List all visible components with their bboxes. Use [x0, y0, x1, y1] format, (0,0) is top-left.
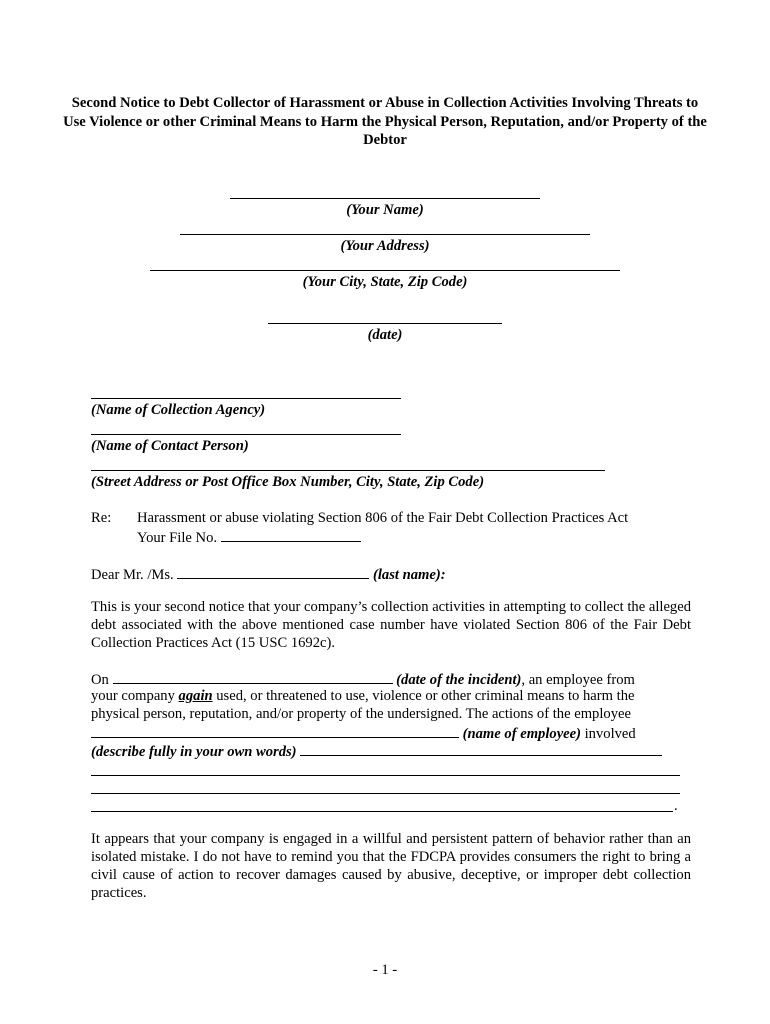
page-number: - 1 -: [372, 962, 398, 978]
incident-line-2-a: your company: [91, 688, 179, 704]
re-label: Re:: [91, 510, 112, 526]
date-label: (date): [367, 327, 403, 343]
describe-field-4[interactable]: [91, 811, 673, 812]
collection-agency-line[interactable]: [91, 398, 401, 399]
employee-name-field[interactable]: [91, 723, 459, 738]
last-name-field[interactable]: [177, 564, 369, 579]
contact-person-line[interactable]: [91, 434, 401, 435]
salutation-prefix: Dear Mr. /Ms.: [91, 567, 174, 583]
contact-person-label: (Name of Contact Person): [91, 438, 249, 454]
street-address-label: (Street Address or Post Office Box Number, City, State, Zip Code): [91, 474, 485, 490]
your-address-line[interactable]: [180, 234, 590, 235]
incident-line-5: [91, 741, 662, 761]
your-city-label: (Your City, State, Zip Code): [302, 274, 468, 290]
describe-field-2[interactable]: [91, 775, 680, 776]
incident-line-3: physical person, reputation, and/or property of the undersigned. The actions of the employee: [91, 706, 631, 722]
again-emphasis: again: [178, 688, 213, 704]
file-no-label: Your File No.: [137, 530, 218, 546]
incident-line-2: [91, 687, 634, 705]
date-line[interactable]: [268, 323, 502, 324]
re-file-no: [137, 527, 361, 547]
re-subject: Harassment or abuse violating Section 806 of the Fair Debt Collection Practices Act: [137, 510, 629, 526]
file-no-field[interactable]: [221, 527, 361, 542]
incident-line-1-tail: , an employee from: [521, 672, 635, 688]
incident-date-label: (date of the incident): [396, 672, 522, 688]
incident-line-1: [91, 669, 635, 689]
incident-line-4: [91, 723, 636, 743]
describe-label: (describe fully in your own words): [91, 744, 297, 760]
your-city-line[interactable]: [150, 270, 620, 271]
collection-agency-label: (Name of Collection Agency): [91, 402, 266, 418]
paragraph-second-notice: This is your second notice that your company’s collection activities in attempting to collect the alleged debt associated with the above mentioned case number have violated Section 806 of the Fair Debt Collection Practices Act (15 USC 1692c).: [91, 599, 691, 651]
employee-name-label: (name of employee): [462, 726, 581, 742]
last-name-label: (last name):: [373, 567, 446, 583]
your-address-label: (Your Address): [340, 238, 430, 254]
on-word: On: [91, 672, 109, 688]
incident-line-2-b: used, or threatened to use, violence or other criminal means to harm the: [212, 688, 635, 704]
describe-field-3[interactable]: [91, 793, 680, 794]
document-title: Second Notice to Debt Collector of Harassment or Abuse in Collection Activities Involving Threats to Use Violence or other Criminal Means to Harm the Physical Person, Reputation, and/or Property of the Debtor: [63, 95, 707, 148]
involved-word: involved: [580, 726, 636, 742]
describe-end-period: .: [674, 798, 678, 814]
your-name-label: (Your Name): [346, 202, 424, 218]
salutation: [91, 564, 446, 584]
incident-date-field[interactable]: [113, 669, 393, 684]
street-address-line[interactable]: [91, 470, 605, 471]
paragraph-willful-pattern: It appears that your company is engaged in a willful and persistent pattern of behavior rather than an isolated mistake. I do not have to remind you that the FDCPA provides consumers the right to bring a civil cause of action to recover damages caused by abusive, deceptive, or improper debt collection practices.: [91, 831, 691, 901]
describe-field-1[interactable]: [300, 741, 662, 756]
your-name-line[interactable]: [230, 198, 540, 199]
